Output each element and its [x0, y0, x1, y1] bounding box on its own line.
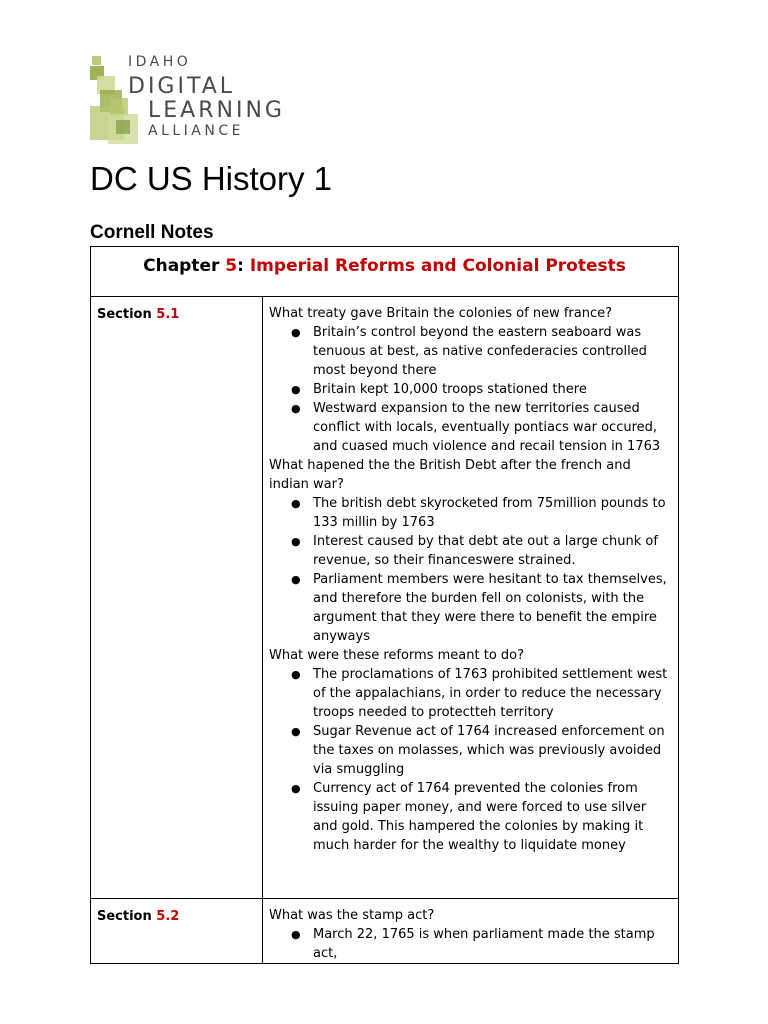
bullet-list — [269, 494, 672, 646]
chapter-number: 5 — [225, 256, 238, 276]
section-number: 5.2 — [156, 909, 180, 924]
bullet-item: ● Westward expansion to the new territories caused conflict with locals, eventually pontiacs war occured, and cuased much violence and recail tension in 1763 — [313, 399, 672, 456]
chapter-colon: : — [237, 256, 250, 276]
section-number: 5.1 — [156, 307, 180, 322]
bullet-item: ● Sugar Revenue act of 1764 increased enforcement on the taxes on molasses, which was previously avoided via smuggling — [313, 722, 672, 779]
question-text: What were these reforms meant to do? — [269, 648, 525, 663]
chapter-name: Imperial Reforms and Colonial Protests — [249, 256, 626, 276]
section-label: Section — [97, 909, 157, 924]
section-row — [91, 297, 679, 899]
section-label-cell — [91, 899, 263, 964]
bullet-item: ● Interest caused by that debt ate out a large chunk of revenue, so their financeswere strained. — [313, 532, 672, 570]
logo-text-learning: LEARNING — [148, 98, 285, 123]
logo-text-digital: DIGITAL — [128, 74, 236, 99]
section-notes-cell — [263, 899, 679, 964]
chapter-prefix: Chapter — [143, 256, 226, 276]
section-label-cell — [91, 297, 263, 899]
section-label: Section — [97, 307, 157, 322]
bullet-list — [269, 925, 672, 963]
question-text: What was the stamp act? — [269, 908, 435, 923]
bullet-item: ● Parliament members were hesitant to tax themselves, and therefore the burden fell on colonists, with the argument that they were there to benefit the empire anyways — [313, 570, 672, 646]
chapter-heading — [91, 247, 679, 297]
bullet-item: ● Britain’s control beyond the eastern seaboard was tenuous at best, as native confederacies controlled most beyond there — [313, 323, 672, 380]
bullet-item: ● The proclamations of 1763 prohibited settlement west of the appalachians, in order to reduce the necessary troops needed to protectteh territory — [313, 665, 672, 722]
bullet-list — [269, 665, 672, 855]
section-notes-cell — [263, 297, 679, 899]
logo-text-idaho: IDAHO — [128, 54, 192, 70]
question-text: What treaty gave Britain the colonies of new france? — [269, 306, 613, 321]
bullet-item: ● Currency act of 1764 prevented the colonies from issuing paper money, and were forced to use silver and gold. This hampered the colonies by making it much harder for the wealthy to liquidate money — [313, 779, 672, 855]
bullet-item: ● Britain kept 10,000 troops stationed there — [313, 380, 672, 399]
bullet-item: ● March 22, 1765 is when parliament made the stamp act, — [313, 925, 672, 963]
cornell-notes-table — [90, 246, 679, 964]
bullet-list — [269, 323, 672, 456]
section-row — [91, 899, 679, 964]
bullet-item: ● The british debt skyrocketed from 75million pounds to 133 millin by 1763 — [313, 494, 672, 532]
question-text: What hapened the the British Debt after the french and indian war? — [269, 458, 631, 492]
document-title: DC US History 1 — [90, 160, 333, 197]
document-subtitle: Cornell Notes — [90, 222, 214, 243]
logo-text-alliance: ALLIANCE — [148, 123, 244, 139]
idla-logo — [88, 54, 308, 146]
